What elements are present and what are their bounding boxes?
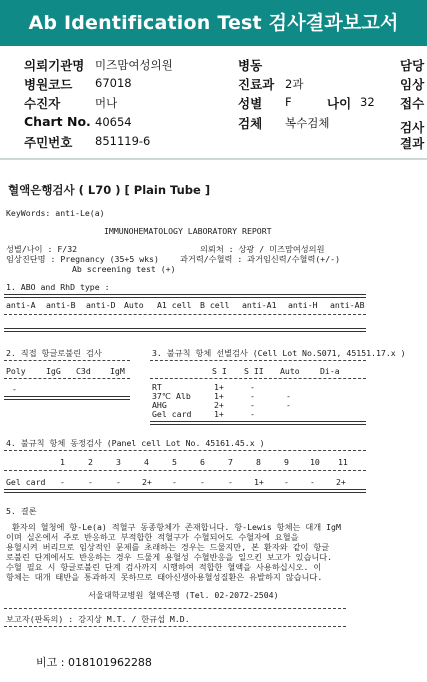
resident-id-label: 주민번호: [24, 135, 73, 150]
dat-header: IgG: [46, 366, 61, 376]
panel-value: -: [88, 477, 93, 487]
reporter-line: 보고자(판독의) : 강지상 M.T. / 한규섭 M.D.: [6, 614, 190, 624]
dat-value: -: [12, 384, 17, 394]
conclusion-line: 환자의 혈청에 항-Le(a) 적혈구 동종항체가 존재합니다. 항-Lewis 항체는 대개 IgM: [12, 522, 341, 532]
screen-header: Di-a: [320, 366, 340, 376]
result-label: 결과: [400, 136, 425, 151]
screen-auto: -: [286, 400, 291, 410]
resident-id-value: 851119-6: [95, 134, 151, 148]
department-label: 진료과: [238, 77, 275, 92]
dat-header: C3d: [76, 366, 91, 376]
panel-col: 7: [228, 457, 233, 467]
panel-col: 9: [284, 457, 289, 467]
department-value: 2과: [285, 77, 304, 91]
panel-value: -: [172, 477, 177, 487]
hospital-code-label: 병원코드: [24, 77, 73, 92]
conclusion-title: 5. 결론: [6, 506, 37, 516]
abo-title: 1. ABO and RhD type :: [6, 282, 110, 292]
panel-value: 2+: [336, 477, 346, 487]
panel-col: 5: [172, 457, 177, 467]
panel-col: 11: [338, 457, 348, 467]
screen-s2: -: [250, 382, 255, 392]
dat-rule-top: [4, 360, 130, 361]
abo-header: anti-A: [6, 300, 36, 310]
conclusion-line: 로불린 단계에서도 반응하는 경우 드물게 용혈성 수혈반응을 일으킨 보고가 있습니다.: [6, 552, 333, 562]
dat-header: IgM: [110, 366, 125, 376]
panel-value: -: [228, 477, 233, 487]
institution-value: 미즈맘여성의원: [95, 58, 173, 72]
receipt-label: 접수: [400, 96, 425, 111]
diagnosis-line-2: Ab screening test (+): [72, 264, 176, 274]
sex-label: 성별: [238, 96, 263, 111]
report-heading: 혈액은행검사 ( L70 ) [ Plain Tube ]: [8, 183, 211, 197]
dat-rule-mid: [4, 378, 130, 379]
remark-note: 비고 : 018101962288: [36, 656, 152, 669]
screen-rule-top: [150, 360, 366, 361]
screen-title: 3. 불규칙 항체 선별검사 (Cell Lot No.S071, 45151.17.x ): [152, 348, 406, 358]
chart-no-label: Chart No.: [24, 114, 91, 129]
screen-s2: -: [250, 409, 255, 419]
panel-value: -: [60, 477, 65, 487]
age-label: 나이: [327, 96, 352, 111]
chart-no-value: 40654: [95, 115, 132, 129]
abo-rule-mid: [4, 314, 366, 315]
panel-col: 3: [116, 457, 121, 467]
screen-s1: 2+: [214, 400, 224, 410]
abo-header: anti-B: [46, 300, 76, 310]
screen-s1: 1+: [214, 409, 224, 419]
panel-rule-mid: [4, 470, 366, 471]
screen-rule-bottom: [150, 421, 366, 425]
panel-value: -: [284, 477, 289, 487]
specimen-value: 복수검체: [285, 116, 330, 130]
panel-row-label: Gel card: [6, 477, 46, 487]
screen-header: S I: [212, 366, 227, 376]
dat-rule-bottom: [4, 396, 130, 400]
panel-col: 10: [310, 457, 320, 467]
abo-header: anti-AB: [330, 300, 365, 310]
panel-col: 2: [88, 457, 93, 467]
conclusion-line: 항체는 대개 태반을 통과하지 못하므로 태아신생아용혈성질환은 유발하지 않습니다.: [6, 572, 323, 582]
abo-rule-top: [4, 294, 366, 298]
panel-col: 1: [60, 457, 65, 467]
abo-header: anti-H: [288, 300, 318, 310]
clinic-label: 임상: [400, 77, 425, 92]
panel-title: 4. 불규칙 항체 동정검사 (Panel cell Lot No. 45161.45.x ): [6, 438, 265, 448]
panel-value: 2+: [142, 477, 152, 487]
panel-value: -: [116, 477, 121, 487]
screen-auto: -: [286, 391, 291, 401]
signature-org: 서울대학교병원 혈액은행 (Tel. 02-2072-2504): [88, 590, 279, 600]
panel-col: 8: [256, 457, 261, 467]
abo-header: anti-D: [86, 300, 116, 310]
conclusion-line: 이며 실온에서 주로 반응하고 부적합한 적혈구가 수혈되어도 수혈자에 요혈을: [6, 532, 299, 542]
abo-header: anti-A1: [242, 300, 277, 310]
panel-col: 6: [200, 457, 205, 467]
screen-s1: 1+: [214, 391, 224, 401]
screen-phase: RT: [152, 382, 162, 392]
screen-s2: -: [250, 400, 255, 410]
abo-header: Auto: [124, 300, 144, 310]
dat-header: Poly: [6, 366, 26, 376]
screen-phase: 37℃ Alb: [152, 391, 191, 401]
report-subtitle: IMMUNOHEMATOLOGY LABORATORY REPORT: [104, 226, 272, 236]
panel-value: 1+: [254, 477, 264, 487]
abo-header: A1 cell: [157, 300, 192, 310]
info-divider: [0, 158, 427, 160]
report-title-banner: Ab Identification Test 검사결과보고서: [0, 0, 427, 46]
lab-report-sheet: [4, 176, 420, 642]
panel-rule-bottom: [4, 489, 366, 493]
hospital-code-value: 67018: [95, 76, 132, 90]
screen-phase: AHG: [152, 400, 167, 410]
age-value: 32: [360, 95, 375, 109]
screen-header: Auto: [280, 366, 300, 376]
screen-header: S II: [244, 366, 264, 376]
ward-label: 병동: [238, 58, 263, 73]
screen-rule-mid: [150, 378, 366, 379]
panel-col: 4: [144, 457, 149, 467]
abo-rule-bottom: [4, 328, 366, 332]
specimen-label: 검체: [238, 116, 263, 131]
institution-label: 의뢰기관명: [24, 58, 85, 73]
patient-info-panel: [0, 52, 427, 154]
diagnosis-line: 임상진단명 : Pregnancy (35+5 wks): [6, 254, 159, 264]
sex-value: F: [285, 95, 292, 109]
panel-value: -: [310, 477, 315, 487]
abo-header: B cell: [200, 300, 230, 310]
signature-rule-top: [4, 608, 346, 609]
recipient-label: 수진자: [24, 96, 61, 111]
history-line: 과거력/수혈력 : 과거임신력/수혈력(+/-): [180, 254, 341, 264]
panel-rule-top: [4, 450, 366, 451]
signature-rule-bottom: [4, 626, 346, 627]
screen-phase: Gel card: [152, 409, 192, 419]
panel-value: -: [200, 477, 205, 487]
keywords: KeyWords: anti-Le(a): [6, 208, 105, 218]
recipient-value: 머나: [95, 96, 118, 110]
screen-s1: 1+: [214, 382, 224, 392]
screen-s2: -: [250, 391, 255, 401]
dat-title: 2. 직접 항글로불린 검사: [6, 348, 102, 358]
staff-label: 담당: [400, 58, 425, 73]
sex-age-line: 성별/나이 : F/32: [6, 244, 78, 254]
requester-line: 의뢰처 : 상광 / 미즈맘여성의원: [200, 244, 325, 254]
test-label: 검사: [400, 120, 425, 135]
conclusion-line: 수혈 필요 시 항글로불린 단계 검사까지 시행하여 적합한 혈액을 사용하십시오. 이: [6, 562, 322, 572]
conclusion-line: 용혈시켜 버리므로 임상적인 문제를 초래하는 경우는 드물지만, 본 환자와 같이 항글: [6, 542, 330, 552]
